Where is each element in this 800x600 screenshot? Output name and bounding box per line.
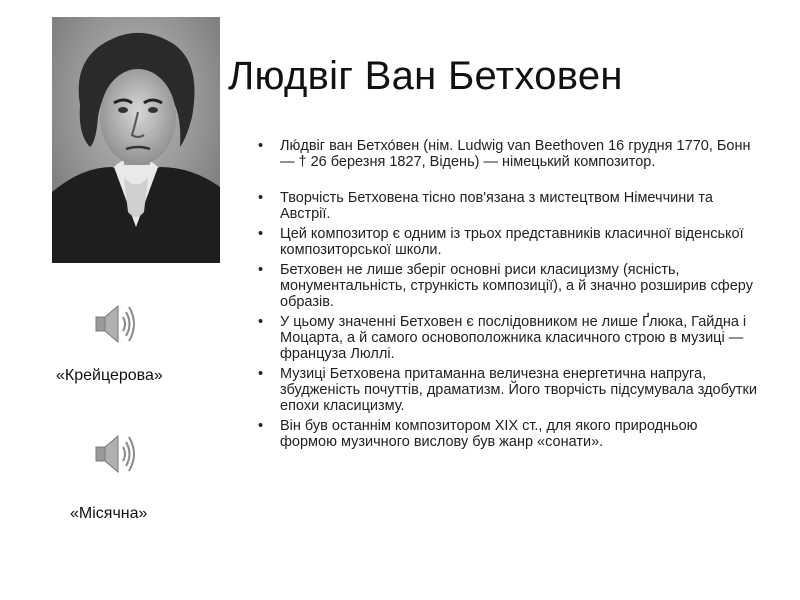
bullet-item: • Він був останнім композитором XIX ст., для якого природньою формою музичного вислову був жанр «сонати». — [258, 418, 758, 450]
bullet-item: • Бетховен не лише зберіг основні риси класицизму (ясність, монументальність, стрункість композиції), а й значно розширив сферу образів. — [258, 262, 758, 310]
speaker-icon[interactable] — [92, 300, 140, 348]
speaker-icon[interactable] — [92, 430, 140, 478]
bullet-item: • Лю́двіг ван Бетхо́вен (нім. Ludwig van Beethoven 16 грудня 1770, Бонн — † 26 березня 1827, Відень) — німецький композитор. — [258, 138, 758, 170]
beethoven-portrait — [52, 17, 220, 263]
audio-caption-moonlight: «Місячна» — [70, 505, 148, 522]
bullet-list — [258, 138, 758, 454]
bullet-item: • Творчість Бетховена тісно пов'язана з мистецтвом Німеччини та Австрії. — [258, 190, 758, 222]
audio-caption-kreutzer: «Крейцерова» — [56, 367, 163, 384]
bullet-item: • У цьому значенні Бетховен є послідовником не лише Ґлюка, Гайдна і Моцарта, а й самого основоположника класичного строю в музиці — француза Люллі. — [258, 314, 758, 362]
slide-title: Людвіг Ван Бетховен — [228, 54, 623, 98]
bullet-item: • Цей композитор є одним із трьох представників класичної віденської композиторської школи. — [258, 226, 758, 258]
bullet-item: • Музиці Бетховена притаманна величезна енергетична напруга, збудженість почуттів, драматизм. Його творчість підсумувала здобутки епохи класицизму. — [258, 366, 758, 414]
